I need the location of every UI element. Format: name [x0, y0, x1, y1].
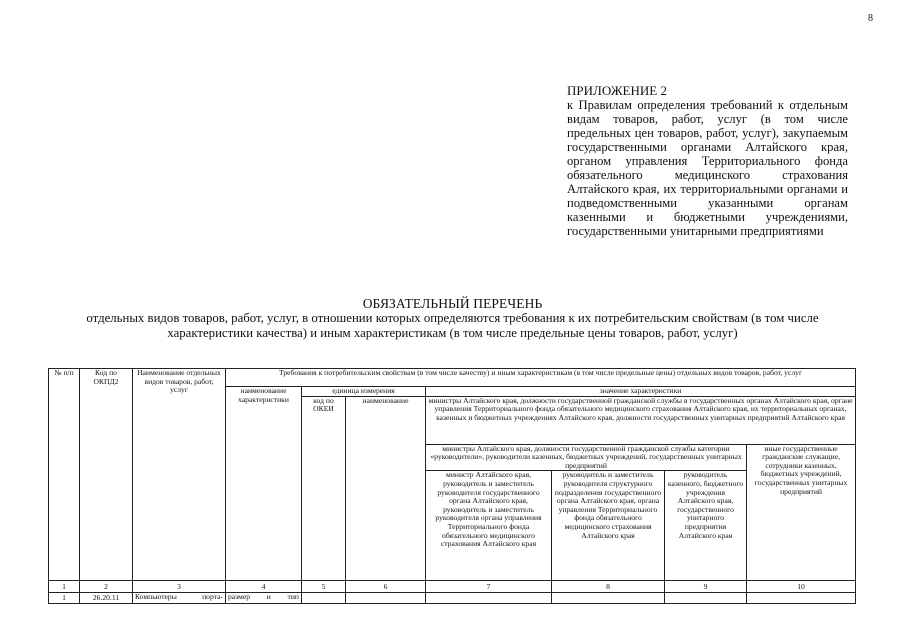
row-cell-empty: [747, 593, 856, 604]
header-col9: руководитель казенного, бюджетного учреждения Алтайского края, государственного унитарного предприятия Алтайского края: [665, 471, 747, 581]
appendix-title: ПРИЛОЖЕНИЕ 2: [567, 83, 667, 98]
appendix-block: [567, 83, 848, 238]
header-value-group: министры Алтайского края, должности государственной гражданской службы в государственных органах Алтайского края, органе управления Территориального фонда обязательного медицинского страхования Алтайского края, их территориальных органах, казенных и бюджетных учреждениях Алтайского края, должности государственных унитарных предприятий Алтайского края: [426, 396, 856, 444]
header-requirements: Требования к потребительским свойствам (в том числе качеству) и иным характеристикам (в том числе предельные цены) отдельных видов товаров, работ, услуг: [226, 369, 856, 387]
header-col8: руководитель и заместитель руководителя структурного подразделения государственного органа Алтайского края, органа управления Территориального фонда обязательного медицинского страхования Алтайского края: [552, 471, 665, 581]
column-number-row: [49, 581, 856, 593]
column-number: 9: [665, 581, 747, 593]
header-okpd: Код по ОКПД2: [80, 369, 133, 581]
header-unit-name: наименование: [346, 396, 426, 581]
column-number: 6: [346, 581, 426, 593]
column-number: 1: [49, 581, 80, 593]
header-name: Наименование отдельных видов товаров, работ, услуг: [133, 369, 226, 581]
header-unit: единица измерения: [302, 387, 426, 397]
row-char-name: размер и тип: [226, 593, 302, 604]
table-row: [49, 593, 856, 604]
row-cell-empty: [552, 593, 665, 604]
column-number: 8: [552, 581, 665, 593]
page-number: 8: [868, 13, 873, 24]
column-number: 3: [133, 581, 226, 593]
column-number: 4: [226, 581, 302, 593]
column-number: 7: [426, 581, 552, 593]
column-number: 2: [80, 581, 133, 593]
document-subtitle: отдельных видов товаров, работ, услуг, в отношении которых определяются требования к их потребительским свойствам (в том числе характеристики качества) и иным характеристикам (в том числе предельные цены товаров, работ, услуг): [86, 311, 819, 340]
appendix-text: к Правилам определения требований к отдельным видам товаров, работ, услуг (в том числе предельных цен товаров, работ, услуг), закупаемым государственными органами Алтайского края, органом управления Территориального фонда обязательного медицинского страхования Алтайского края, их территориальными органами и подведомственными указанными органам казенными и бюджетными учреждениями, государственными унитарными предприятиями: [567, 98, 848, 238]
header-col7: министр Алтайского края, руководитель и заместитель руководителя государственного органа Алтайского края, руководитель и заместитель руководителя органа управления Территориального фонда обязательного медицинского страхования Алтайского края: [426, 471, 552, 581]
document-title: ОБЯЗАТЕЛЬНЫЙ ПЕРЕЧЕНЬ: [362, 296, 543, 311]
row-name: Компьютеры порта-: [133, 593, 226, 604]
header-col10: иные государственные гражданские служащие, сотрудники казенных, бюджетных учреждений, государственных унитарных предприятий: [747, 444, 856, 581]
row-cell-empty: [665, 593, 747, 604]
row-cell-empty: [302, 593, 346, 604]
header-unit-code: код по ОКЕИ: [302, 396, 346, 581]
requirements-table: [48, 368, 856, 604]
row-cell-empty: [346, 593, 426, 604]
row-okpd: 26.20.11: [80, 593, 133, 604]
row-no: 1: [49, 593, 80, 604]
column-number: 5: [302, 581, 346, 593]
header-char-name: наименование характеристики: [226, 387, 302, 581]
header-no: № п/п: [49, 369, 80, 581]
header-char-value: значение характеристики: [426, 387, 856, 397]
header-value-subgroup: министры Алтайского края, должности государственной гражданской службы категории «руководители», руководители казенных, бюджетных учреждений, государственных унитарных предприятий: [426, 444, 747, 471]
column-number: 10: [747, 581, 856, 593]
row-cell-empty: [426, 593, 552, 604]
